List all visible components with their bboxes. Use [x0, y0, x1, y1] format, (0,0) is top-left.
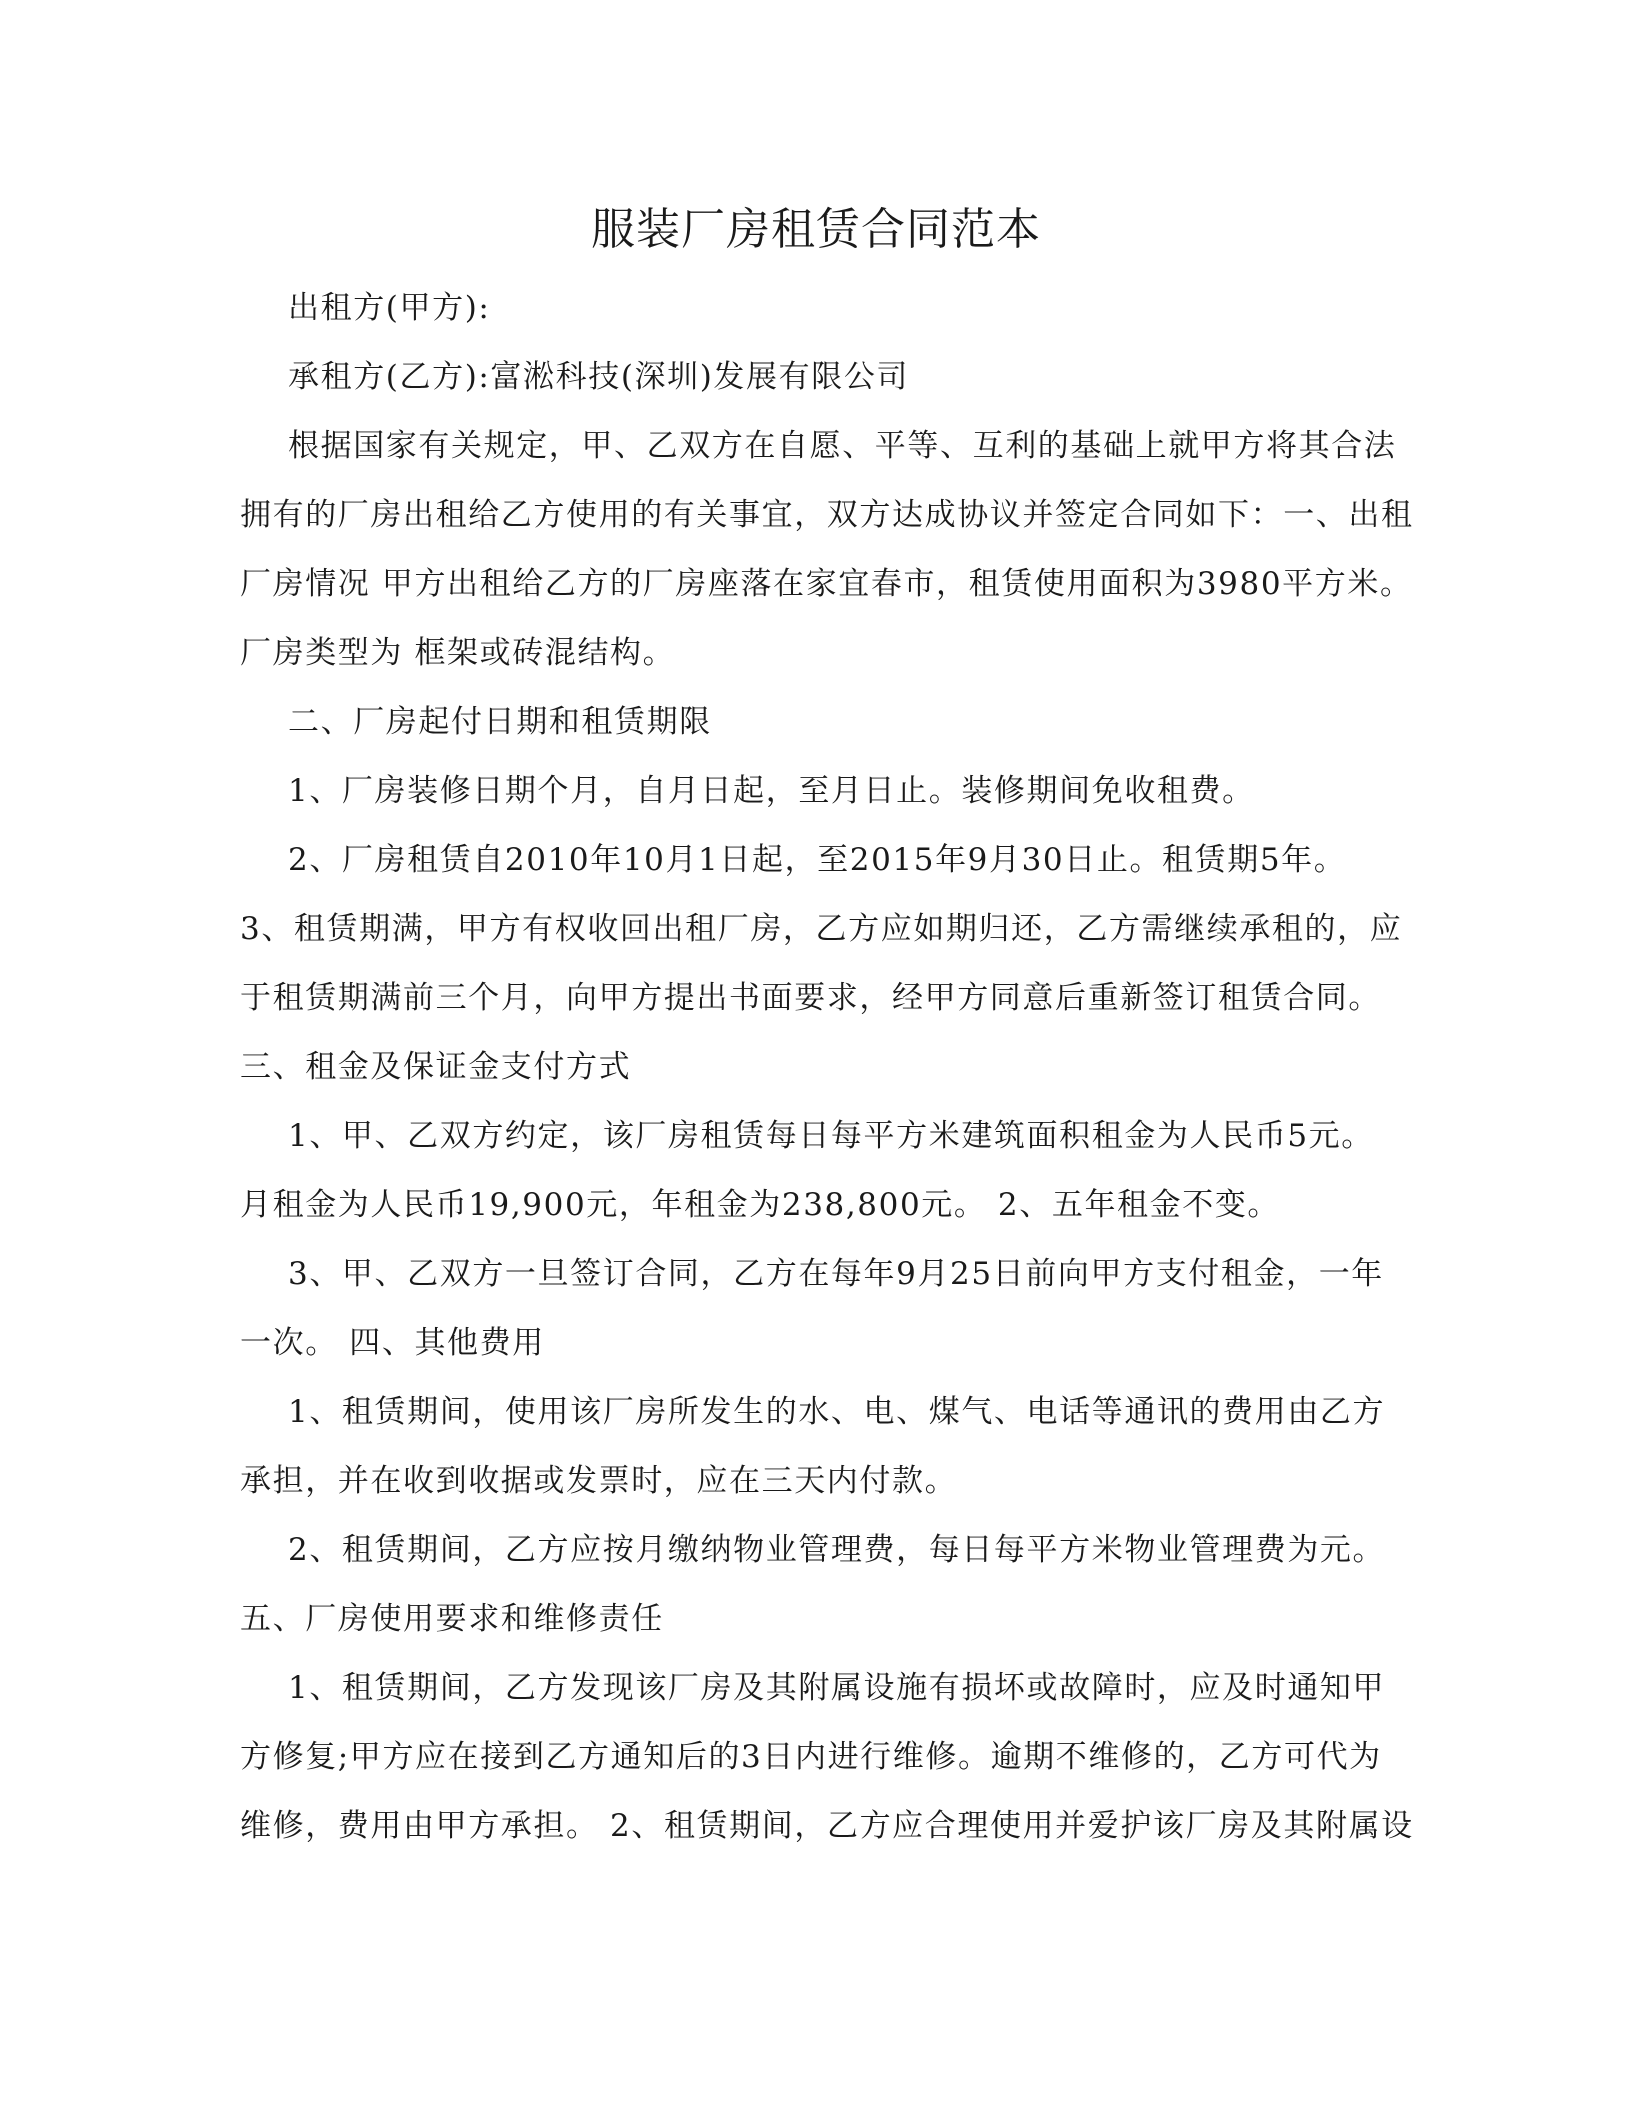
section-heading: 三、租金及保证金支付方式 — [240, 1049, 632, 1085]
paragraph-line: 2、厂房租赁自2010年10月1日起，至2015年9月30日止。租赁期5年。 — [288, 842, 1347, 878]
section-heading: 五、厂房使用要求和维修责任 — [240, 1601, 664, 1637]
paragraph-line: 月租金为人民币19,900元，年租金为238,800元。 2、五年租金不变。 — [240, 1187, 1281, 1223]
paragraph-line: 拥有的厂房出租给乙方使用的有关事宜，双方达成协议并签定合同如下：一、出租 — [240, 497, 1414, 533]
paragraph-line: 3、甲、乙双方一旦签订合同，乙方在每年9月25日前向甲方支付租金，一年 — [288, 1256, 1384, 1292]
section-heading: 二、厂房起付日期和租赁期限 — [288, 704, 712, 740]
paragraph-line: 于租赁期满前三个月，向甲方提出书面要求，经甲方同意后重新签订租赁合同。 — [240, 980, 1381, 1016]
paragraph-line: 3、租赁期满，甲方有权收回出租厂房，乙方应如期归还，乙方需继续承租的，应 — [240, 911, 1403, 947]
lessee-line: 承租方(乙方):富淞科技(深圳)发展有限公司 — [288, 359, 910, 395]
paragraph-line: 厂房情况 甲方出租给乙方的厂房座落在家宜春市，租赁使用面积为3980平方米。 — [240, 566, 1413, 602]
paragraph-line: 承担，并在收到收据或发票时，应在三天内付款。 — [240, 1463, 958, 1499]
paragraph-line: 1、厂房装修日期个月，自月日起，至月日止。装修期间免收租费。 — [288, 773, 1255, 809]
paragraph-line: 一次。 四、其他费用 — [240, 1325, 545, 1361]
paragraph-line: 维修，费用由甲方承担。 2、租赁期间，乙方应合理使用并爱护该厂房及其附属设 — [240, 1808, 1414, 1844]
paragraph-line: 根据国家有关规定，甲、乙双方在自愿、平等、互利的基础上就甲方将其合法 — [288, 428, 1397, 464]
paragraph-line: 1、租赁期间，使用该厂房所发生的水、电、煤气、电话等通讯的费用由乙方 — [288, 1394, 1386, 1430]
paragraph-line: 2、租赁期间，乙方应按月缴纳物业管理费，每日每平方米物业管理费为元。 — [288, 1532, 1386, 1568]
paragraph-line: 1、甲、乙双方约定，该厂房租赁每日每平方米建筑面积租金为人民币5元。 — [288, 1118, 1374, 1154]
paragraph-line: 厂房类型为 框架或砖混结构。 — [240, 635, 676, 671]
lessor-line: 出租方(甲方): — [288, 290, 491, 326]
paragraph-line: 1、租赁期间，乙方发现该厂房及其附属设施有损坏或故障时，应及时通知甲 — [288, 1670, 1386, 1706]
paragraph-line: 方修复;甲方应在接到乙方通知后的3日内进行维修。逾期不维修的，乙方可代为 — [240, 1739, 1382, 1775]
document-title: 服装厂房租赁合同范本 — [591, 204, 1041, 255]
